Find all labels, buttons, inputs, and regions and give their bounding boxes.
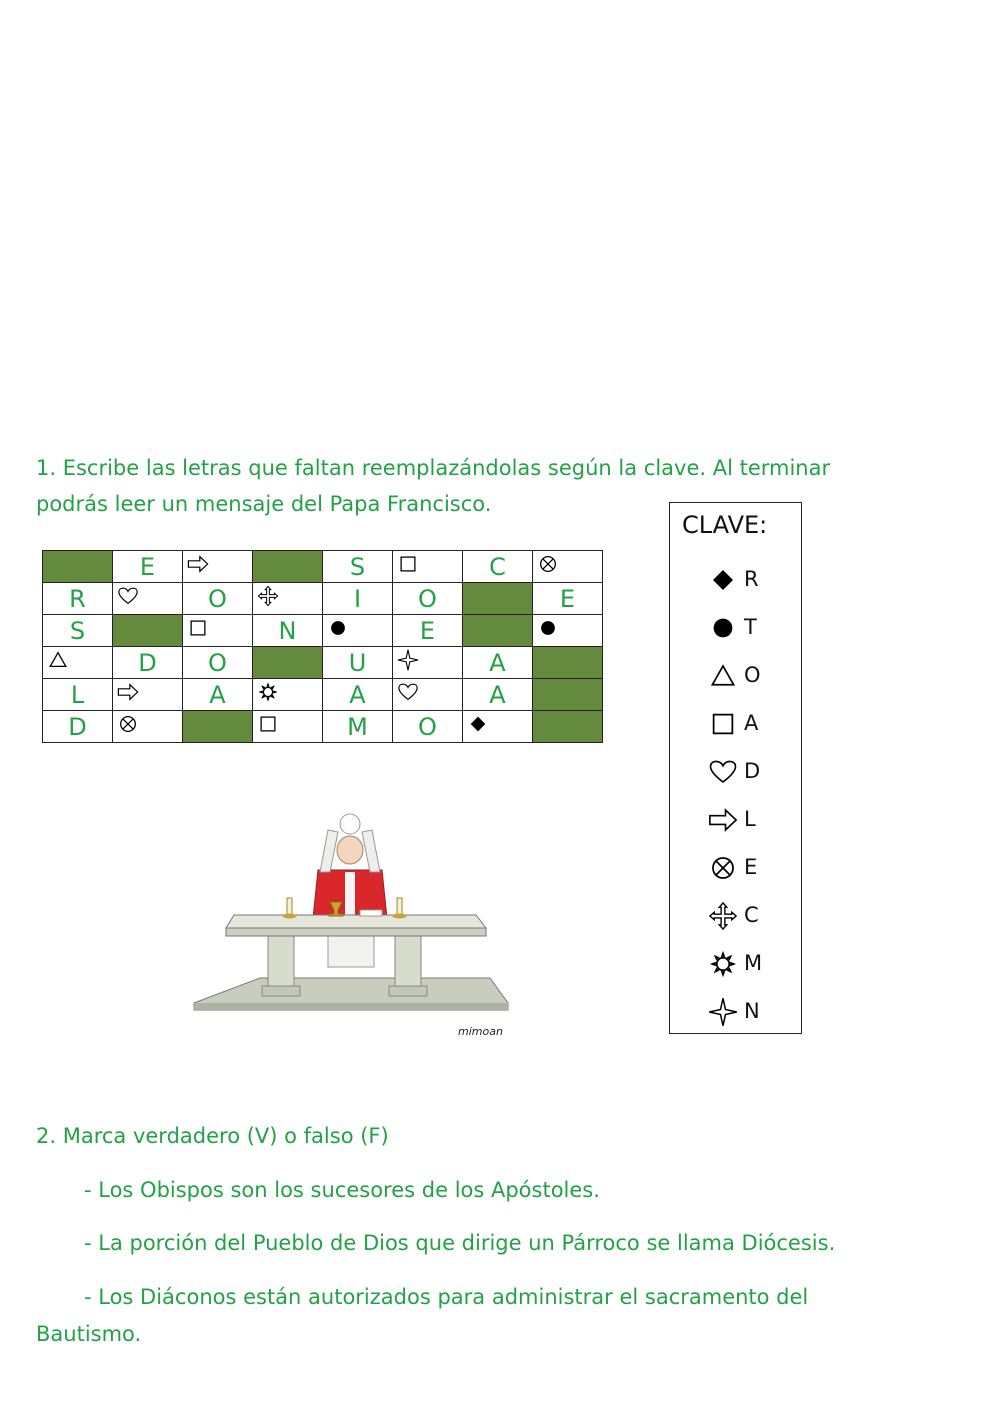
clave-box (669, 502, 802, 1034)
grid-row (43, 583, 603, 615)
exercise-2-instruction: 2. Marca verdadero (V) o falso (F) (36, 1124, 389, 1148)
clave-letter: D (744, 759, 761, 783)
grid-cell-letter: E (393, 615, 463, 647)
grid-cell-symbol (253, 583, 323, 615)
exercise-1-line-1: 1. Escribe las letras que faltan reemplazándolas según la clave. Al terminar (36, 456, 831, 480)
grid-cell-symbol (113, 711, 183, 743)
grid-cell-shaded (183, 711, 253, 743)
grid-cell-symbol (113, 583, 183, 615)
grid-cell-symbol (393, 647, 463, 679)
cross-icon (257, 585, 279, 607)
grid-cell-letter: D (113, 647, 183, 679)
circle-icon (537, 617, 559, 639)
clave-letter: R (744, 567, 759, 591)
grid-cell-letter: O (183, 647, 253, 679)
clave-item (670, 851, 803, 891)
grid-cell-letter: A (463, 647, 533, 679)
diamond-icon (467, 713, 489, 735)
grid-cell-letter: O (183, 583, 253, 615)
grid-cell-letter: D (43, 711, 113, 743)
grid-cell-letter: O (393, 583, 463, 615)
grid-cell-letter: A (183, 679, 253, 711)
statement-3-continuation: Bautismo. (36, 1322, 142, 1346)
arrow-icon (117, 681, 139, 703)
clave-item (670, 659, 803, 699)
grid-row (43, 647, 603, 679)
grid-cell-shaded (113, 615, 183, 647)
grid-row (43, 711, 603, 743)
grid-cell-symbol (463, 711, 533, 743)
grid-cell-shaded (533, 647, 603, 679)
grid-cell-symbol (533, 615, 603, 647)
heart-icon (397, 681, 419, 703)
circle-icon (327, 617, 349, 639)
exercise-1-line-2: podrás leer un mensaje del Papa Francisco. (36, 492, 492, 516)
grid-cell-symbol (323, 615, 393, 647)
star4-icon (397, 649, 419, 671)
grid-cell-letter: S (43, 615, 113, 647)
statement-3: - Los Diáconos están autorizados para administrar el sacramento del (84, 1285, 809, 1309)
otimes-icon (117, 713, 139, 735)
grid-cell-letter: R (43, 583, 113, 615)
grid-row (43, 551, 603, 583)
clave-item (670, 947, 803, 987)
cipher-grid (42, 550, 603, 743)
grid-cell-symbol (393, 679, 463, 711)
square-icon (397, 553, 419, 575)
clave-letter: A (744, 711, 759, 735)
grid-cell-letter: I (323, 583, 393, 615)
grid-cell-letter: M (323, 711, 393, 743)
square-icon (187, 617, 209, 639)
statement-1: - Los Obispos son los sucesores de los Apóstoles. (84, 1178, 600, 1202)
grid-cell-shaded (533, 711, 603, 743)
clave-letter: E (744, 855, 758, 879)
grid-cell-shaded (463, 615, 533, 647)
sun-icon (257, 681, 279, 703)
grid-cell-shaded (533, 679, 603, 711)
clave-letter: N (744, 999, 760, 1023)
clave-letter: T (744, 615, 757, 639)
grid-cell-letter: C (463, 551, 533, 583)
grid-cell-letter: E (113, 551, 183, 583)
grid-cell-letter: A (463, 679, 533, 711)
heart-icon (117, 585, 139, 607)
grid-row (43, 679, 603, 711)
priest-at-altar-illustration (190, 810, 520, 1050)
illustration-signature: mimoan (458, 1025, 503, 1038)
statement-2: - La porción del Pueblo de Dios que dirige un Párroco se llama Diócesis. (84, 1231, 836, 1255)
clave-item (670, 899, 803, 939)
triangle-icon (47, 649, 69, 671)
square-icon (257, 713, 279, 735)
clave-title: CLAVE: (682, 511, 768, 539)
grid-cell-letter: E (533, 583, 603, 615)
clave-item (670, 563, 803, 603)
grid-row (43, 615, 603, 647)
grid-cell-letter: O (393, 711, 463, 743)
grid-cell-symbol (533, 551, 603, 583)
clave-item (670, 995, 803, 1035)
grid-cell-symbol (183, 615, 253, 647)
grid-cell-symbol (183, 551, 253, 583)
grid-cell-shaded (253, 551, 323, 583)
grid-cell-letter: U (323, 647, 393, 679)
grid-cell-letter: N (253, 615, 323, 647)
grid-cell-letter: A (323, 679, 393, 711)
clave-letter: O (744, 663, 761, 687)
clave-item (670, 803, 803, 843)
clave-item (670, 707, 803, 747)
grid-cell-shaded (463, 583, 533, 615)
grid-cell-symbol (43, 647, 113, 679)
clave-item (670, 755, 803, 795)
grid-cell-shaded (43, 551, 113, 583)
grid-cell-symbol (393, 551, 463, 583)
clave-letter: C (744, 903, 759, 927)
otimes-icon (537, 553, 559, 575)
clave-letter: L (744, 807, 756, 831)
arrow-icon (187, 553, 209, 575)
clave-letter: M (744, 951, 763, 975)
grid-cell-symbol (253, 711, 323, 743)
clave-item (670, 611, 803, 651)
grid-cell-letter: S (323, 551, 393, 583)
grid-cell-shaded (253, 647, 323, 679)
grid-cell-letter: L (43, 679, 113, 711)
grid-cell-symbol (113, 679, 183, 711)
grid-cell-symbol (253, 679, 323, 711)
